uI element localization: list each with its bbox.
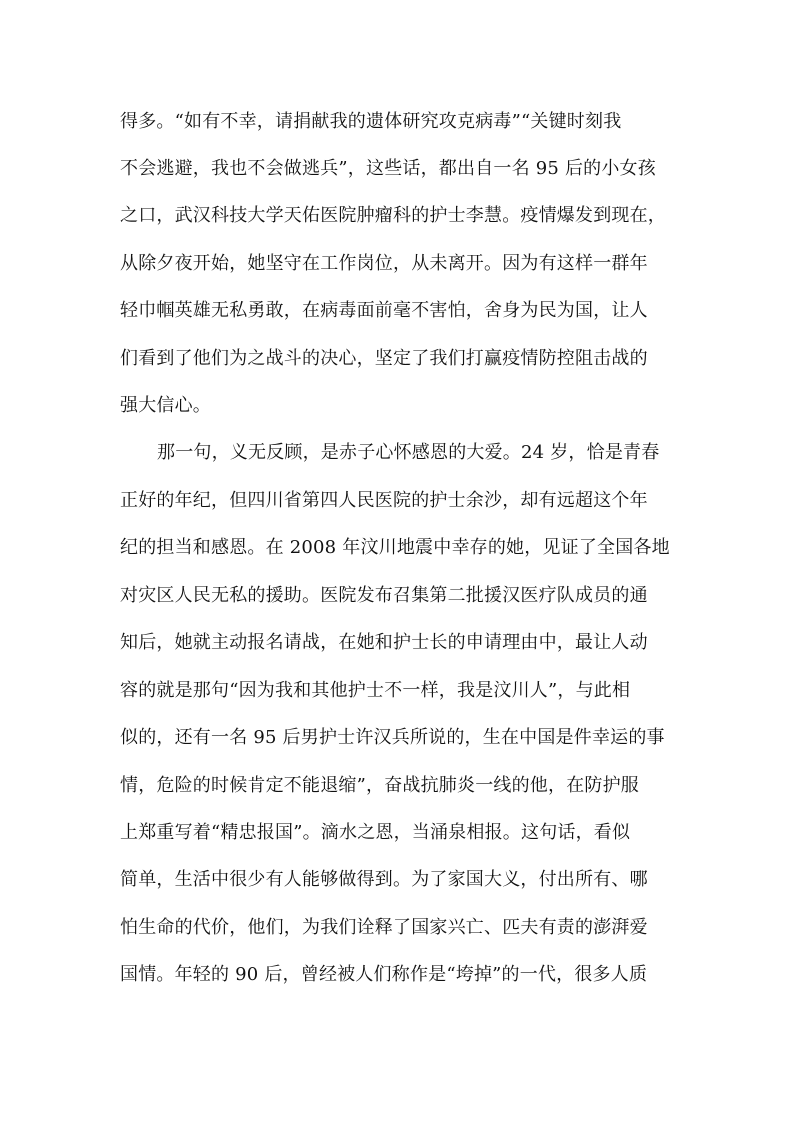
body-text-line: 轻巾帼英雄无私勇敢，在病毒面前毫不害怕，舍身为民为国，让人 bbox=[120, 300, 648, 321]
body-text-line: 对灾区人民无私的援助。医院发布召集第二批援汉医疗队成员的通 bbox=[120, 585, 648, 606]
body-text-line: 似的，还有一名 95 后男护士许汉兵所说的，生在中国是件幸运的事 bbox=[120, 727, 665, 748]
body-text-line: 强大信心。 bbox=[120, 395, 211, 416]
body-text-line: 怕生命的代价，他们，为我们诠释了国家兴亡、匹夫有责的澎湃爱 bbox=[120, 917, 648, 938]
body-text-line: 得多。“如有不幸，请捐献我的遗体研究攻克病毒”“关键时刻我 bbox=[120, 111, 622, 132]
paragraph-start-line: 那一句，义无反顾，是赤子心怀感恩的大爱。24 岁，恰是青春 bbox=[157, 442, 660, 463]
body-text-line: 正好的年纪，但四川省第四人民医院的护士余沙，却有远超这个年 bbox=[120, 490, 648, 511]
body-text-line: 之口，武汉科技大学天佑医院肿瘤科的护士李慧。疫情爆发到现在， bbox=[120, 205, 666, 226]
body-text-line: 不会逃避，我也不会做逃兵”，这些话，都出自一名 95 后的小女孩 bbox=[120, 158, 656, 179]
body-text-line: 容的就是那句“因为我和其他护士不一样，我是汶川人”，与此相 bbox=[120, 680, 631, 701]
body-text-line: 从除夕夜开始，她坚守在工作岗位，从未离开。因为有这样一群年 bbox=[120, 253, 648, 274]
body-text-line: 知后，她就主动报名请战，在她和护士长的申请理由中，最让人动 bbox=[120, 632, 648, 653]
body-text-line: 简单，生活中很少有人能够做得到。为了家国大义，付出所有、哪 bbox=[120, 869, 648, 890]
body-text-line: 国情。年轻的 90 后，曾经被人们称作是“垮掉”的一代，很多人质 bbox=[120, 964, 648, 985]
body-text-line: 纪的担当和感恩。在 2008 年汶川地震中幸存的她，见证了全国各地 bbox=[120, 537, 670, 558]
body-text-line: 上郑重写着“精忠报国”。滴水之恩，当涌泉相报。这句话，看似 bbox=[120, 822, 631, 843]
body-text-line: 们看到了他们为之战斗的决心，坚定了我们打赢疫情防控阻击战的 bbox=[120, 348, 648, 369]
body-text-line: 情，危险的时候肯定不能退缩”，奋战抗肺炎一线的他，在防护服 bbox=[120, 775, 639, 796]
